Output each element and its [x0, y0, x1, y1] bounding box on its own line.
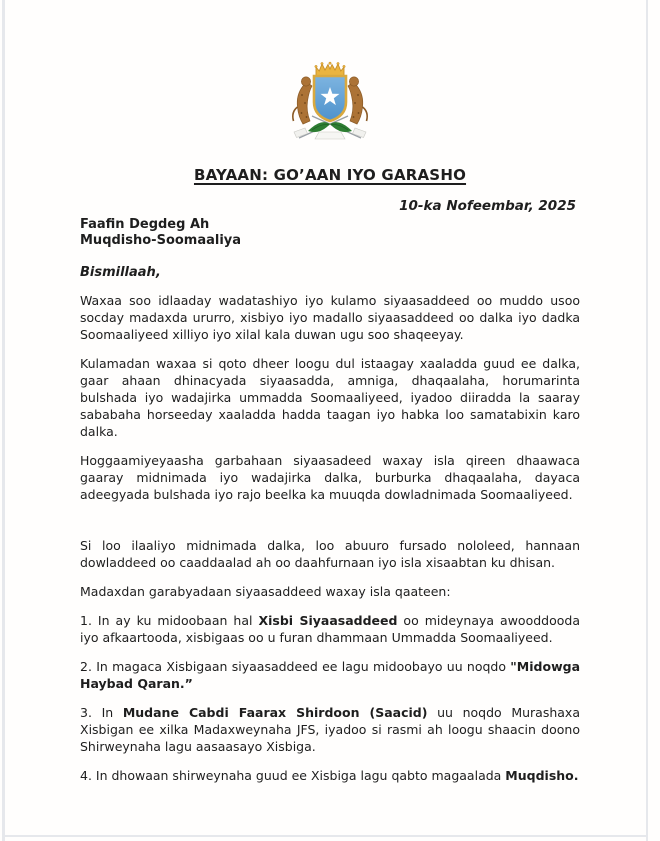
numbered-item-3: 3. In Mudane Cabdi Faarax Shirdoon (Saacid) uu noqdo Murashaxa Xisbigan ee xilka Madaxweynaha JFS, iyadoo si rasmi ah loogu shaacin doono Shirweynaha lagu aasaasayo Xisbiga.: [80, 705, 580, 754]
distribution-line: Faafin Degdeg Ah: [80, 217, 210, 232]
resolutions-intro: Madaxdan garabyadaan siyaasaddeed waxay isla qaateen:: [80, 584, 451, 599]
salutation: Bismillaah,: [80, 265, 161, 280]
page-edge-left: [2, 0, 5, 841]
paragraph-2: Kulamadan waxaa si qoto dheer loogu dul istaagay xaaladda guud ee dalka, gaar ahaan dhinacyada siyaasadda, amniga, dhaqaalaha, horumarinta bulshada iyo wadajirka ummadda Soomaaliyeed, iyadoo diiradda la saaray sababaha horseeday xaaladda hadda taagan iyo habka loo samatabixin karo dalka.: [80, 356, 580, 439]
document-body: [80, 166, 580, 784]
page-edge-bottom: [3, 835, 648, 837]
paragraph-3: Hoggaamiyeyaasha garbahaan siyaasadeed waxay isla qireen dhaawaca gaaray midnimada iyo wadajirka dalka, burburka dhaqaalaha, dayaca adeegyada bulshada iyo rajo beelka ka muuqda dowladnimada Soomaaliyeed.: [80, 453, 580, 502]
document-title: BAYAAN: GO’AAN IYO GARASHO: [193, 166, 467, 184]
paragraph-4: Si loo ilaaliyo midnimada dalka, loo abuuro fursado nololeed, hannaan dowladdeed oo caaddaalad ah oo daahfurnaan iyo isla xisaabtan ku dhisan.: [80, 538, 580, 570]
page-edge-right: [646, 0, 648, 841]
numbered-item-4: 4. In dhowaan shirweynaha guud ee Xisbiga lagu qabto magaalada Muqdisho.: [80, 768, 579, 783]
numbered-item-1: 1. In ay ku midoobaan hal Xisbi Siyaasaddeed oo mideynaya awooddooda iyo afkaartooda, xisbigaas oo u furan dhammaan Ummadda Soomaaliyeed.: [80, 613, 580, 645]
date-line: 10-ka Nofeembar, 2025: [399, 198, 576, 214]
somalia-coat-of-arms-icon: [282, 61, 378, 149]
location-line: Muqdisho-Soomaaliya: [80, 233, 242, 248]
numbered-item-2: 2. In magaca Xisbigaan siyaasaddeed ee lagu midoobayo uu noqdo "Midowga Haybad Qaran.”: [80, 659, 580, 691]
paragraph-1: Waxaa soo idlaaday wadatashiyo iyo kulamo siyaasaddeed oo muddo usoo socday madaxda ururro, xisbiyo iyo madallo siyaasaddeed oo dalka iyo dadka Soomaaliyeed xilliyo iyo xilal kala duwan ugu soo shaqeeyay.: [80, 293, 580, 342]
address-block: [80, 217, 580, 249]
